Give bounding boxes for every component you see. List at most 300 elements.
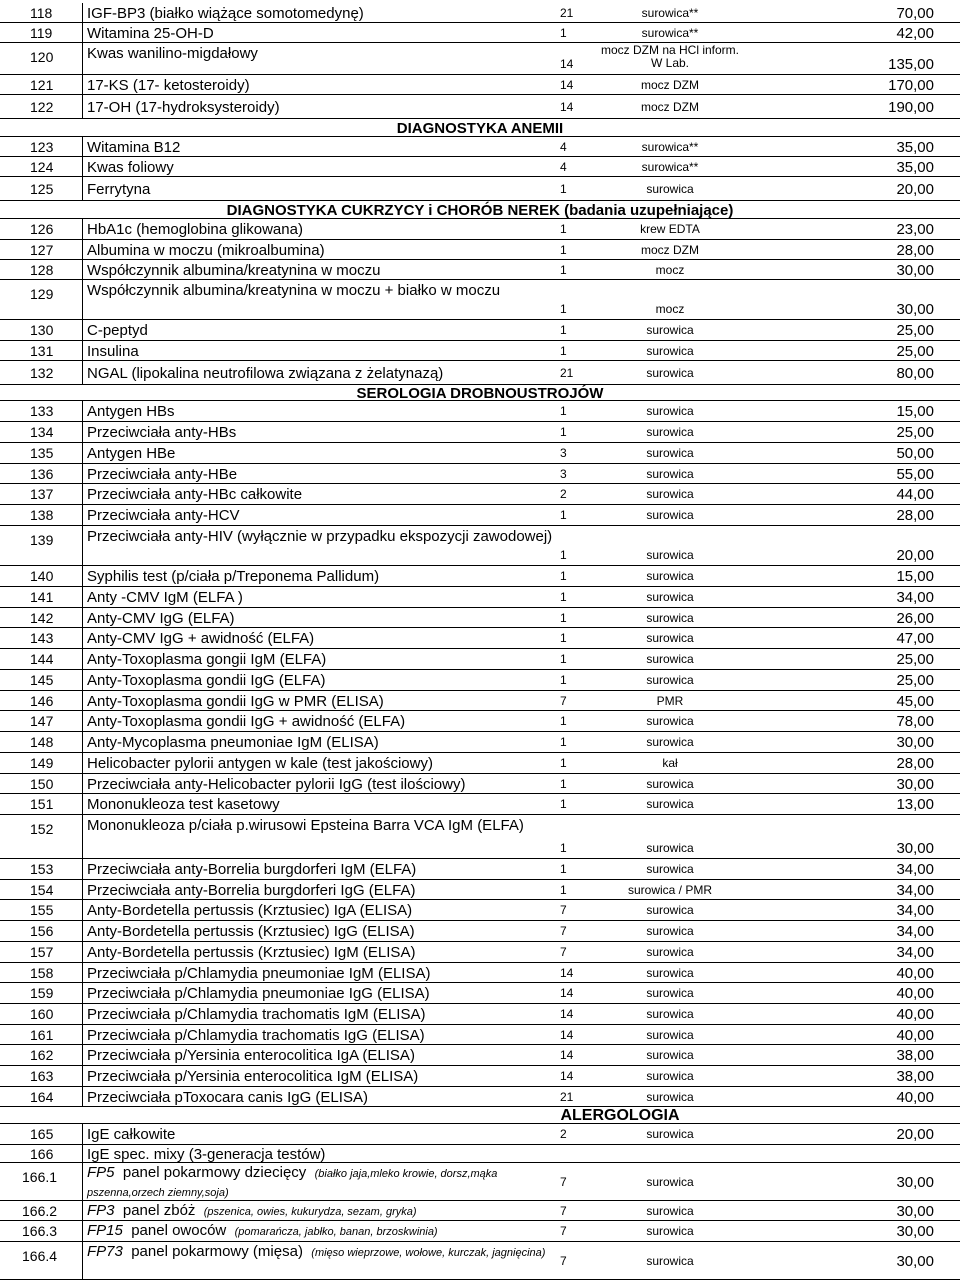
turnaround-days: 1 — [560, 302, 567, 316]
panel-description: (mięso wieprzowe, wołowe, kurczak, jagnięcina) — [311, 1247, 546, 1259]
price: 35,00 — [896, 138, 934, 156]
test-number: 149 — [30, 755, 54, 771]
price: 34,00 — [896, 902, 934, 919]
panel-description: (białko jaja,mleko krowie, dorsz,mąka pszenna,orzech ziemny,soja) — [87, 1168, 498, 1199]
turnaround-days: 21 — [560, 5, 574, 20]
section-title: DIAGNOSTYKA ANEMII — [396, 119, 564, 137]
section-title: DIAGNOSTYKA CUKRZYCY i CHORÓB NEREK (badania uzupełniające) — [226, 201, 734, 219]
test-name: Współczynnik albumina/kreatynina w moczu + białko w moczu — [87, 282, 501, 299]
sample-material: surowica — [646, 652, 694, 666]
price: 26,00 — [896, 609, 934, 627]
test-name: Anty-CMV IgG + awidność (ELFA) — [87, 630, 315, 647]
price: 15,00 — [896, 568, 934, 585]
turnaround-days: 1 — [560, 882, 567, 897]
turnaround-days: 3 — [560, 446, 567, 460]
price: 40,00 — [896, 1088, 934, 1106]
sample-material: surowica / PMR — [627, 882, 713, 897]
panel-description: (pszenica, owies, kukurydza, sezam, gryka) — [203, 1205, 417, 1218]
price: 170,00 — [888, 76, 934, 94]
turnaround-days: 1 — [560, 222, 567, 236]
table-row — [0, 815, 960, 859]
sample-material: surowica — [646, 548, 694, 562]
price: 25,00 — [896, 672, 934, 689]
column-divider — [82, 1087, 83, 1107]
price: 30,00 — [896, 261, 934, 279]
turnaround-days: 7 — [560, 924, 567, 938]
turnaround-days: 1 — [560, 404, 567, 418]
test-number: 131 — [30, 342, 54, 359]
test-number: 166.2 — [22, 1202, 58, 1219]
test-name: Przeciwciała p/Yersinia enterocolitica IgM (ELISA) — [87, 1068, 419, 1085]
panel-title: panel owoców — [131, 1222, 227, 1239]
sample-material: surowica — [646, 181, 694, 196]
price: 38,00 — [896, 1068, 934, 1085]
price: 30,00 — [896, 734, 934, 751]
test-number: 142 — [30, 609, 54, 626]
table-row — [0, 240, 960, 260]
test-name: Antygen HBe — [87, 445, 176, 462]
table-row — [0, 422, 960, 443]
test-name: Mononukleoza p/ciała p.wirusowi Epsteina Barra VCA IgM (ELFA) — [87, 817, 524, 834]
price: 30,00 — [896, 1223, 934, 1240]
sample-material: surowica — [646, 1089, 694, 1104]
turnaround-days: 2 — [560, 1127, 567, 1141]
test-number: 156 — [30, 923, 54, 939]
column-divider — [82, 649, 83, 670]
test-number: 147 — [30, 713, 54, 729]
panel-code: FP5 — [87, 1164, 115, 1181]
table-row — [0, 1025, 960, 1045]
test-number: 154 — [30, 881, 54, 898]
sample-material: surowica — [646, 466, 694, 481]
sample-material: surowica — [646, 590, 694, 604]
test-number: 136 — [30, 465, 54, 482]
column-divider — [82, 753, 83, 774]
test-number: 129 — [30, 286, 54, 302]
turnaround-days: 7 — [560, 693, 567, 708]
table-row — [0, 566, 960, 587]
column-divider — [82, 1221, 83, 1242]
column-divider — [82, 1025, 83, 1045]
table-row — [0, 587, 960, 608]
column-divider — [82, 464, 83, 484]
turnaround-days: 1 — [560, 181, 567, 196]
table-row — [0, 1201, 960, 1221]
sample-material: surowica** — [641, 139, 699, 154]
test-number: 155 — [30, 902, 54, 918]
price: 42,00 — [896, 24, 934, 42]
turnaround-days: 1 — [560, 262, 567, 277]
turnaround-days: 1 — [560, 756, 567, 770]
test-number: 135 — [30, 445, 54, 461]
test-number: 139 — [30, 532, 54, 548]
price: 38,00 — [896, 1047, 934, 1064]
column-divider — [82, 1045, 83, 1066]
sample-material: surowica — [646, 365, 694, 380]
test-name: Anty-Mycoplasma pneumoniae IgM (ELISA) — [87, 734, 379, 751]
table-row — [0, 921, 960, 942]
turnaround-days: 1 — [560, 590, 567, 604]
test-number: 127 — [30, 241, 54, 258]
price: 28,00 — [896, 507, 934, 524]
sample-material: mocz DZM — [641, 77, 699, 92]
test-number: 166.1 — [22, 1169, 58, 1185]
sample-material: surowica — [646, 446, 694, 460]
column-divider — [82, 422, 83, 443]
test-number: 163 — [30, 1068, 54, 1084]
table-row — [0, 1124, 960, 1145]
panel-name — [87, 1164, 555, 1202]
column-divider — [82, 443, 83, 464]
price: 40,00 — [896, 964, 934, 982]
column-divider — [82, 1242, 83, 1280]
test-number: 134 — [30, 424, 54, 440]
turnaround-days: 1 — [560, 862, 567, 876]
test-number: 120 — [30, 49, 54, 65]
test-number: 165 — [30, 1126, 54, 1142]
test-name: Anty-Bordetella pertussis (Krztusiec) IgA (ELISA) — [87, 902, 413, 919]
price: 30,00 — [896, 1202, 934, 1220]
price: 30,00 — [896, 1252, 934, 1270]
test-number: 122 — [30, 98, 54, 115]
test-number: 123 — [30, 138, 54, 155]
sample-material: krew EDTA — [640, 222, 700, 236]
sample-material: surowica — [646, 776, 694, 791]
price: 78,00 — [896, 713, 934, 730]
price: 25,00 — [896, 651, 934, 668]
sample-material: surowica** — [641, 159, 699, 174]
column-divider — [82, 566, 83, 587]
test-number: 151 — [30, 796, 54, 812]
test-number: 128 — [30, 261, 54, 278]
turnaround-days: 7 — [560, 1253, 567, 1268]
test-name: 17-OH (17-hydroksysteroidy) — [87, 98, 280, 116]
sample-material: surowica — [646, 569, 694, 583]
test-number: 153 — [30, 861, 54, 877]
column-divider — [82, 219, 83, 240]
turnaround-days: 1 — [560, 714, 567, 728]
test-number: 161 — [30, 1026, 54, 1043]
test-number: 124 — [30, 158, 54, 175]
sample-material: surowica — [646, 714, 694, 728]
price: 35,00 — [896, 158, 934, 176]
table-row — [0, 43, 960, 75]
table-row — [0, 260, 960, 280]
table-row — [0, 157, 960, 177]
price: 25,00 — [896, 342, 934, 360]
test-name: Anty-Toxoplasma gondii IgG (ELFA) — [87, 672, 326, 689]
panel-code: FP15 — [87, 1222, 123, 1239]
turnaround-days: 14 — [560, 1069, 574, 1083]
test-number: 133 — [30, 403, 54, 419]
table-row — [0, 880, 960, 900]
column-divider — [82, 1124, 83, 1145]
turnaround-days: 1 — [560, 242, 567, 257]
section-header-row — [0, 201, 960, 219]
sample-material: mocz DZM — [641, 99, 699, 114]
turnaround-days: 1 — [560, 673, 567, 687]
table-row — [0, 963, 960, 983]
turnaround-days: 7 — [560, 903, 567, 917]
test-name: IgE całkowite — [87, 1126, 176, 1143]
test-name: Antygen HBs — [87, 403, 175, 420]
column-divider — [82, 43, 83, 75]
column-divider — [82, 691, 83, 711]
column-divider — [82, 240, 83, 260]
test-number: 130 — [30, 322, 54, 338]
table-row — [0, 505, 960, 526]
sample-material: surowica — [646, 862, 694, 876]
sample-material: surowica — [646, 1127, 694, 1141]
price: 34,00 — [896, 923, 934, 940]
turnaround-days: 4 — [560, 159, 567, 174]
turnaround-days: 1 — [560, 548, 567, 562]
panel-title: panel pokarmowy (mięsa) — [131, 1243, 303, 1260]
table-row — [0, 983, 960, 1004]
turnaround-days: 3 — [560, 466, 567, 481]
test-number: 141 — [30, 589, 54, 605]
table-row — [0, 649, 960, 670]
turnaround-days: 7 — [560, 1174, 567, 1189]
turnaround-days: 7 — [560, 1203, 567, 1218]
test-name: Anty-Toxoplasma gondii IgG w PMR (ELISA) — [87, 692, 384, 710]
sample-material: kał — [662, 756, 678, 770]
table-row — [0, 464, 960, 484]
sample-material: surowica — [646, 1007, 694, 1021]
test-number: 126 — [30, 221, 54, 237]
test-name: Anty-Toxoplasma gongii IgM (ELFA) — [87, 651, 327, 668]
test-name: HbA1c (hemoglobina glikowana) — [87, 221, 303, 238]
price: 30,00 — [896, 301, 934, 318]
column-divider — [82, 361, 83, 385]
test-number: 146 — [30, 692, 54, 709]
test-number: 164 — [30, 1088, 54, 1105]
test-name: Anty-Toxoplasma gondii IgG + awidność (ELFA) — [87, 713, 406, 730]
price: 13,00 — [896, 796, 934, 813]
turnaround-days: 1 — [560, 25, 567, 40]
table-row — [0, 859, 960, 880]
sample-material: surowica — [646, 1048, 694, 1062]
price: 45,00 — [896, 692, 934, 710]
sample-material: surowica — [646, 986, 694, 1000]
table-row — [0, 1242, 960, 1280]
panel-name — [87, 1222, 555, 1241]
test-number: 150 — [30, 775, 54, 792]
table-row — [0, 137, 960, 157]
price: 30,00 — [896, 1173, 934, 1191]
test-name: Przeciwciała anty-Borrelia burgdorferi IgG (ELFA) — [87, 881, 416, 899]
column-divider — [82, 587, 83, 608]
column-divider — [82, 484, 83, 505]
test-number: 157 — [30, 944, 54, 960]
panel-name — [87, 1202, 555, 1221]
turnaround-days: 1 — [560, 841, 567, 855]
test-name: Kwas wanilino-migdałowy — [87, 45, 258, 62]
sample-material: surowica — [646, 965, 694, 980]
turnaround-days: 4 — [560, 139, 567, 154]
turnaround-days: 1 — [560, 735, 567, 749]
test-name: Przeciwciała pToxocara canis IgG (ELISA) — [87, 1088, 368, 1106]
sample-material: mocz — [655, 262, 685, 277]
table-row — [0, 95, 960, 119]
sample-material: surowica — [646, 343, 694, 358]
test-number: 138 — [30, 507, 54, 523]
test-name: Helicobacter pylorii antygen w kale (test jakościowy) — [87, 755, 433, 772]
test-name: Współczynnik albumina/kreatynina w moczu — [87, 261, 381, 279]
price: 15,00 — [896, 403, 934, 420]
column-divider — [82, 526, 83, 566]
price: 190,00 — [888, 98, 934, 116]
column-divider — [82, 608, 83, 628]
column-divider — [82, 921, 83, 942]
turnaround-days: 14 — [560, 57, 574, 71]
price: 28,00 — [896, 755, 934, 772]
test-number: 132 — [30, 364, 54, 381]
test-number: 121 — [30, 76, 54, 93]
column-divider — [82, 859, 83, 880]
turnaround-days: 14 — [560, 1027, 574, 1042]
test-name: Anty -CMV IgM (ELFA ) — [87, 589, 243, 606]
price: 25,00 — [896, 424, 934, 441]
test-number: 166.4 — [22, 1248, 58, 1264]
sample-material: surowica — [646, 1069, 694, 1083]
table-row — [0, 23, 960, 43]
turnaround-days: 14 — [560, 77, 574, 92]
test-name: Albumina w moczu (mikroalbumina) — [87, 241, 325, 259]
section-title: SEROLOGIA DROBNOUSTROJÓW — [356, 384, 604, 402]
price: 28,00 — [896, 241, 934, 259]
test-number: 125 — [30, 180, 54, 197]
table-row — [0, 401, 960, 422]
table-row — [0, 732, 960, 753]
price: 23,00 — [896, 221, 934, 238]
test-number: 148 — [30, 734, 54, 750]
panel-code: FP73 — [87, 1243, 123, 1260]
table-row — [0, 1163, 960, 1201]
test-name: Anty-Bordetella pertussis (Krztusiec) IgM (ELISA) — [87, 944, 416, 961]
sample-material: surowica — [646, 673, 694, 687]
panel-description: (pomarańcza, jabłko, banan, brzoskwinia) — [234, 1226, 438, 1238]
sample-material: surowica — [646, 735, 694, 749]
test-number: 137 — [30, 486, 54, 502]
test-name: IGF-BP3 (białko wiążące somotomedynę) — [87, 4, 364, 22]
column-divider — [82, 983, 83, 1004]
table-row — [0, 1004, 960, 1025]
test-name: Przeciwciała p/Chlamydia pneumoniae IgG (ELISA) — [87, 985, 430, 1002]
test-name: Przeciwciała anty-HBc całkowite — [87, 486, 303, 503]
turnaround-days: 1 — [560, 610, 567, 625]
turnaround-days: 1 — [560, 797, 567, 811]
test-name: Syphilis test (p/ciała p/Treponema Pallidum) — [87, 568, 380, 585]
test-name: IgE spec. mixy (3-generacja testów) — [87, 1145, 326, 1163]
table-row — [0, 219, 960, 240]
column-divider — [82, 320, 83, 341]
sample-material: mocz DZM na HCl inform. W Lab. — [600, 43, 740, 70]
price: 44,00 — [896, 486, 934, 503]
sample-material: surowica — [646, 508, 694, 522]
price: 34,00 — [896, 944, 934, 961]
sample-material: surowica — [646, 631, 694, 645]
price: 30,00 — [896, 840, 934, 857]
table-row — [0, 1045, 960, 1066]
test-name: Anty-CMV IgG (ELFA) — [87, 609, 235, 627]
column-divider — [82, 157, 83, 177]
table-row — [0, 1066, 960, 1087]
test-name: Witamina 25-OH-D — [87, 24, 214, 42]
test-number: 159 — [30, 985, 54, 1001]
column-divider — [82, 177, 83, 201]
price: 55,00 — [896, 465, 934, 483]
sample-material: surowica — [646, 487, 694, 501]
column-divider — [82, 670, 83, 691]
turnaround-days: 2 — [560, 487, 567, 501]
price: 20,00 — [896, 180, 934, 198]
panel-title: panel zbóż — [122, 1201, 196, 1219]
sample-material: surowica — [646, 1027, 694, 1042]
price: 40,00 — [896, 985, 934, 1002]
sample-material: surowica — [646, 610, 694, 625]
turnaround-days: 1 — [560, 631, 567, 645]
sample-material: surowica** — [641, 5, 699, 20]
test-name: Przeciwciała p/Chlamydia trachomatis IgG (ELISA) — [87, 1026, 425, 1044]
turnaround-days: 14 — [560, 1048, 574, 1062]
column-divider — [82, 280, 83, 320]
column-divider — [82, 75, 83, 95]
sample-material: surowica — [646, 841, 694, 855]
column-divider — [82, 137, 83, 157]
test-number: 166 — [30, 1145, 54, 1162]
test-number: 160 — [30, 1006, 54, 1022]
table-row — [0, 670, 960, 691]
column-divider — [82, 963, 83, 983]
turnaround-days: 1 — [560, 776, 567, 791]
column-divider — [82, 260, 83, 280]
test-name: Witamina B12 — [87, 138, 181, 156]
table-row — [0, 628, 960, 649]
test-number: 145 — [30, 672, 54, 688]
section-header-row — [0, 1107, 960, 1124]
sample-material: surowica** — [641, 25, 699, 40]
table-row — [0, 484, 960, 505]
test-number: 144 — [30, 651, 54, 667]
table-row — [0, 608, 960, 628]
table-row — [0, 691, 960, 711]
sample-material: surowica — [646, 425, 694, 439]
table-row — [0, 361, 960, 385]
column-divider — [82, 900, 83, 921]
test-name: Przeciwciała p/Yersinia enterocolitica IgA (ELISA) — [87, 1047, 415, 1064]
sample-material: surowica — [646, 404, 694, 418]
table-row — [0, 526, 960, 566]
test-name: 17-KS (17- ketosteroidy) — [87, 76, 250, 94]
test-name: Przeciwciała anty-HBs — [87, 424, 237, 441]
turnaround-days: 21 — [560, 1089, 574, 1104]
price: 40,00 — [896, 1026, 934, 1044]
table-row — [0, 443, 960, 464]
sample-material: surowica — [646, 945, 694, 959]
turnaround-days: 1 — [560, 343, 567, 358]
turnaround-days: 1 — [560, 508, 567, 522]
turnaround-days: 7 — [560, 945, 567, 959]
column-divider — [82, 1066, 83, 1087]
sample-material: mocz — [655, 302, 685, 316]
test-name: Przeciwciała anty-HCV — [87, 507, 240, 524]
test-number: 166.3 — [22, 1223, 58, 1239]
sample-material: surowica — [646, 924, 694, 938]
test-name: Przeciwciała p/Chlamydia pneumoniae IgM (ELISA) — [87, 964, 431, 982]
table-row — [0, 320, 960, 341]
turnaround-days: 1 — [560, 323, 567, 337]
